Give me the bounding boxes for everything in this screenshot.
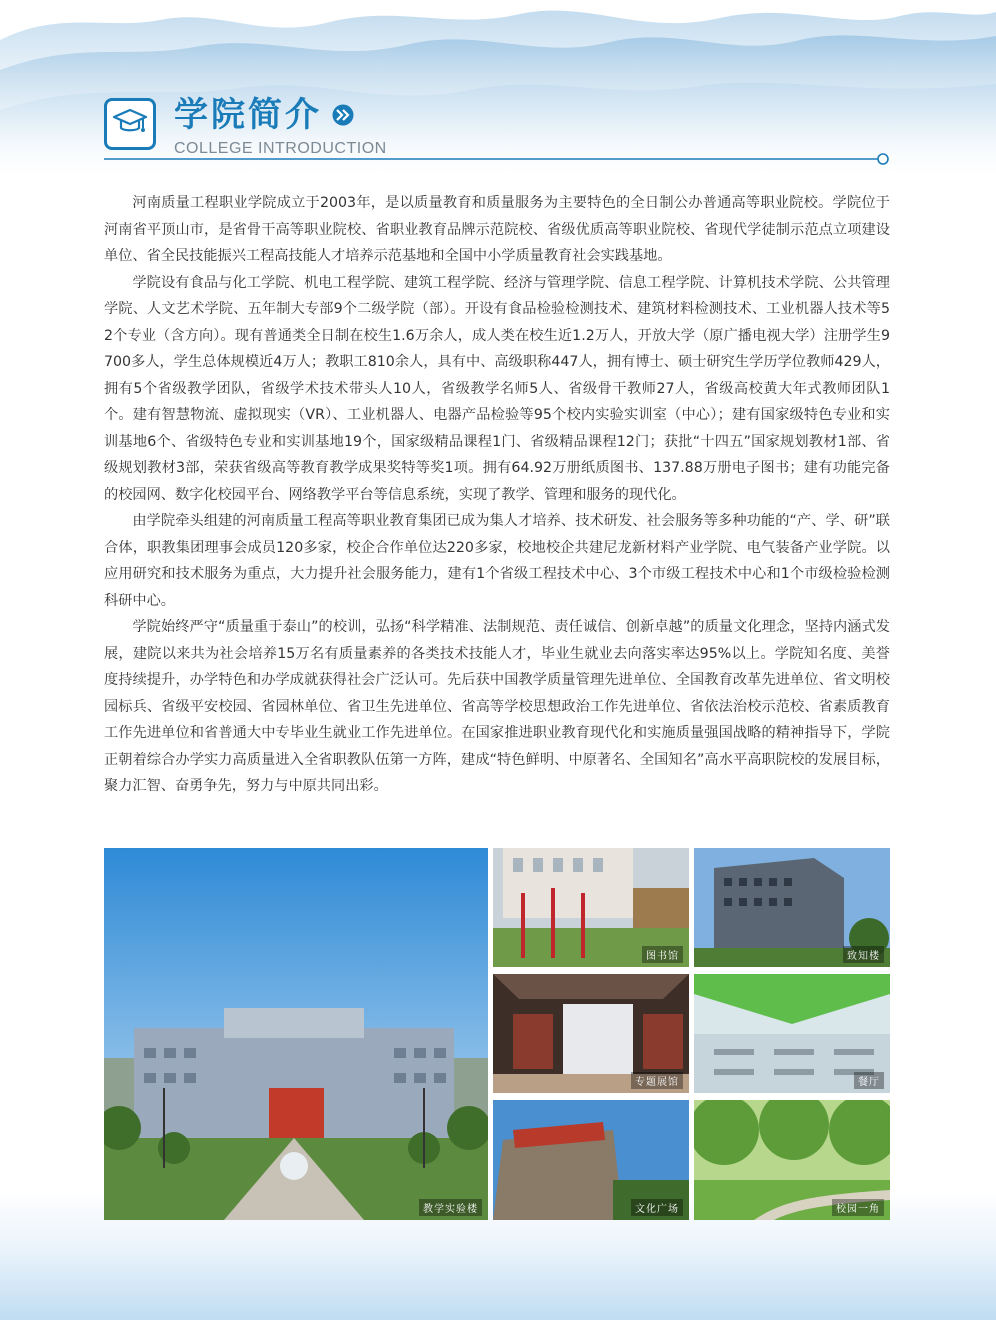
caption-zhizhi-building: 致知楼 — [843, 946, 884, 963]
caption-canteen: 餐厅 — [854, 1072, 884, 1089]
photo-library — [493, 848, 689, 967]
paragraph-4: 学院始终严守“质量重于泰山”的校训，弘扬“科学精准、法制规范、责任诚信、创新卓越”的质量文化理念，坚持内涵式发展，建院以来共为社会培养15万名有质量素养的各类技术技能人才，毕业生就业去向落实率达95%以上。学院知名度、美誉度持续提升，办学特色和办学成就获得社会广泛认可。先后获中国教学质量管理先进单位、全国教育改革先进单位、省文明校园标兵、省级平安校园、省园林单位、省卫生先进单位、省高等学校思想政治工作先进单位、省依法治校示范校、省素质教育工作先进单位和省普通大中专毕业生就业工作先进单位。在国家推进职业教育现代化和实施质量强国战略的精神指导下，学院正朝着综合办学实力高质量进入全省职教队伍第一方阵，建成“特色鲜明、中原著名、全国知名”高水平高职院校的发展目标，聚力汇智、奋勇争先，努力与中原共同出彩。 — [104, 619, 890, 794]
photo-canteen — [694, 974, 890, 1093]
logo-badge — [104, 98, 156, 150]
intro-body — [104, 190, 890, 800]
caption-main-building: 教学实验楼 — [419, 1199, 482, 1216]
photo-main-building — [104, 848, 488, 1220]
double-chevron-icon — [332, 104, 356, 126]
paragraph-1: 河南质量工程职业学院成立于2003年，是以质量教育和质量服务为主要特色的全日制公办普通高等职业院校。学院位于河南省平顶山市，是省骨干高等职业院校、省职业教育品牌示范院校、省级优质高等职业院校、省现代学徒制示范点立项建设单位、省全民技能振兴工程高技能人才培养示范基地和全国中小学质量教育社会实践基地。 — [104, 195, 890, 264]
page-title: 学院简介 — [174, 95, 322, 135]
graduation-cap-icon — [112, 106, 148, 142]
photo-gallery — [104, 848, 890, 1220]
paragraph-3: 由学院牵头组建的河南质量工程高等职业教育集团已成为集人才培养、技术研发、社会服务等多种功能的“产、学、研”联合体，职教集团理事会成员120多家，校企合作单位达220多家，校地校企共建尼龙新材料产业学院、电气装备产业学院。以应用研究和技术服务为重点，大力提升社会服务能力，建有1个省级工程技术中心、3个市级工程技术中心和1个市级检验检测科研中心。 — [104, 513, 890, 609]
caption-campus-corner: 校园一角 — [832, 1199, 884, 1216]
caption-exhibition-hall: 专题展馆 — [631, 1072, 683, 1089]
photo-culture-square — [493, 1100, 689, 1220]
header-divider — [104, 151, 890, 167]
photo-zhizhi-building — [694, 848, 890, 967]
page-subtitle: COLLEGE INTRODUCTION — [174, 140, 387, 157]
caption-library: 图书馆 — [642, 946, 683, 963]
paragraph-2: 学院设有食品与化工学院、机电工程学院、建筑工程学院、经济与管理学院、信息工程学院、计算机技术学院、公共管理学院、人文艺术学院、五年制大专部9个二级学院（部）。开设有食品检验检测技术、建筑材料检测技术、工业机器人技术等52个专业（含方向）。现有普通类全日制在校生1.6万余人，成人类在校生近1.2万人，开放大学（原广播电视大学）注册学生9700多人，学生总体规模近4万人；教职工810余人，具有中、高级职称447人，拥有博士、硕士研究生学历学位教师429人，拥有5个省级教学团队，省级学术技术带头人10人，省级教学名师5人、省级骨干教师27人，省级高校黄大年式教师团队1个。建有智慧物流、虚拟现实（VR）、工业机器人、电器产品检验等95个校内实验实训室（中心）；建有国家级特色专业和实训基地6个、省级特色专业和实训基地19个，国家级精品课程1门、省级精品课程12门；获批“十四五”国家规划教材1部、省级规划教材3部，荣获省级高等教育教学成果奖特等奖1项。拥有64.92万册纸质图书、137.88万册电子图书；建有功能完备的校园网、数字化校园平台、网络教学平台等信息系统，实现了教学、管理和服务的现代化。 — [104, 274, 890, 503]
caption-culture-square: 文化广场 — [631, 1199, 683, 1216]
photo-campus-corner — [694, 1100, 890, 1220]
photo-exhibition-hall — [493, 974, 689, 1093]
